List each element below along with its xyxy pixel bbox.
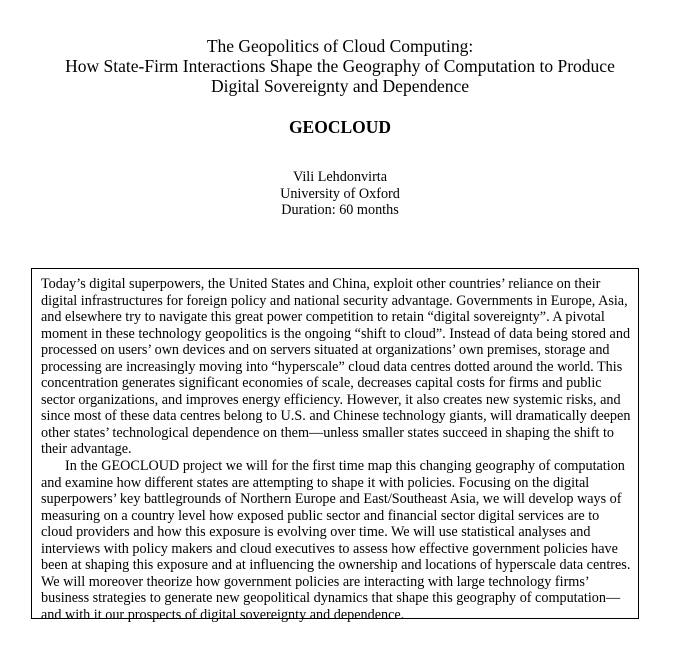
abstract-paragraph-1: Today’s digital superpowers, the United States and China, exploit other countries’ reliance on their digital infrastructures for foreign policy and national security advantage. Governments in Europe, Asia, and elsewhere try to navigate this great power competition to retain “digital sovereignty”. A pivotal moment in these technology geopolitics is the ongoing “shift to cloud”. Instead of data being stored and processed on users’ own devices and on servers situated at organizations’ own premises, storage and processing are increasingly moving into “hyperscale” cloud data centres dotted around the world. This concentration generates significant economies of scale, decreases capital costs for firms and public sector organizations, and improves energy efficiency. However, it also creates new systemic risks, and since most of these data centres belong to U.S. and Chinese technology giants, will dramatically deepen other states’ technological dependence on them—unless smaller states succeed in shaping the shift to their advantage. bbox=[41, 276, 631, 458]
project-duration: Duration: 60 months bbox=[281, 202, 399, 218]
title-line-3: Digital Sovereignty and Dependence bbox=[210, 76, 470, 96]
author-affiliation: University of Oxford bbox=[280, 185, 400, 202]
abstract-paragraph-2: In the GEOCLOUD project we will for the first time map this changing geography of computation and examine how different states are attempting to shape it with policies. Focusing on the digital superpowers’ key battlegrounds of Northern Europe and East/Southeast Asia, we will develop ways of measuring on a country level how exposed public sector and financial sector digital services are to cloud providers and how this exposure is evolving over time. We will use statistical analyses and interviews with policy makers and cloud executives to assess how effective government policies have been at shaping this exposure and at influencing the ownership and locations of hyperscale data centres. We will moreover theorize how government policies are interacting with large technology firms’ business strategies to generate new geopolitical dynamics that shape this geography of computation—and with it our prospects of digital sovereignty and dependence. bbox=[41, 458, 631, 623]
project-acronym: GEOCLOUD bbox=[288, 117, 392, 137]
abstract-box bbox=[31, 268, 639, 623]
title-line-2: How State-Firm Interactions Shape the Geography of Computation to Produce bbox=[65, 56, 615, 76]
title-line-1: The Geopolitics of Cloud Computing: bbox=[206, 36, 474, 56]
author-info bbox=[0, 169, 680, 219]
document-title bbox=[0, 36, 680, 96]
author-name: Vili Lehdonvirta bbox=[292, 169, 388, 185]
